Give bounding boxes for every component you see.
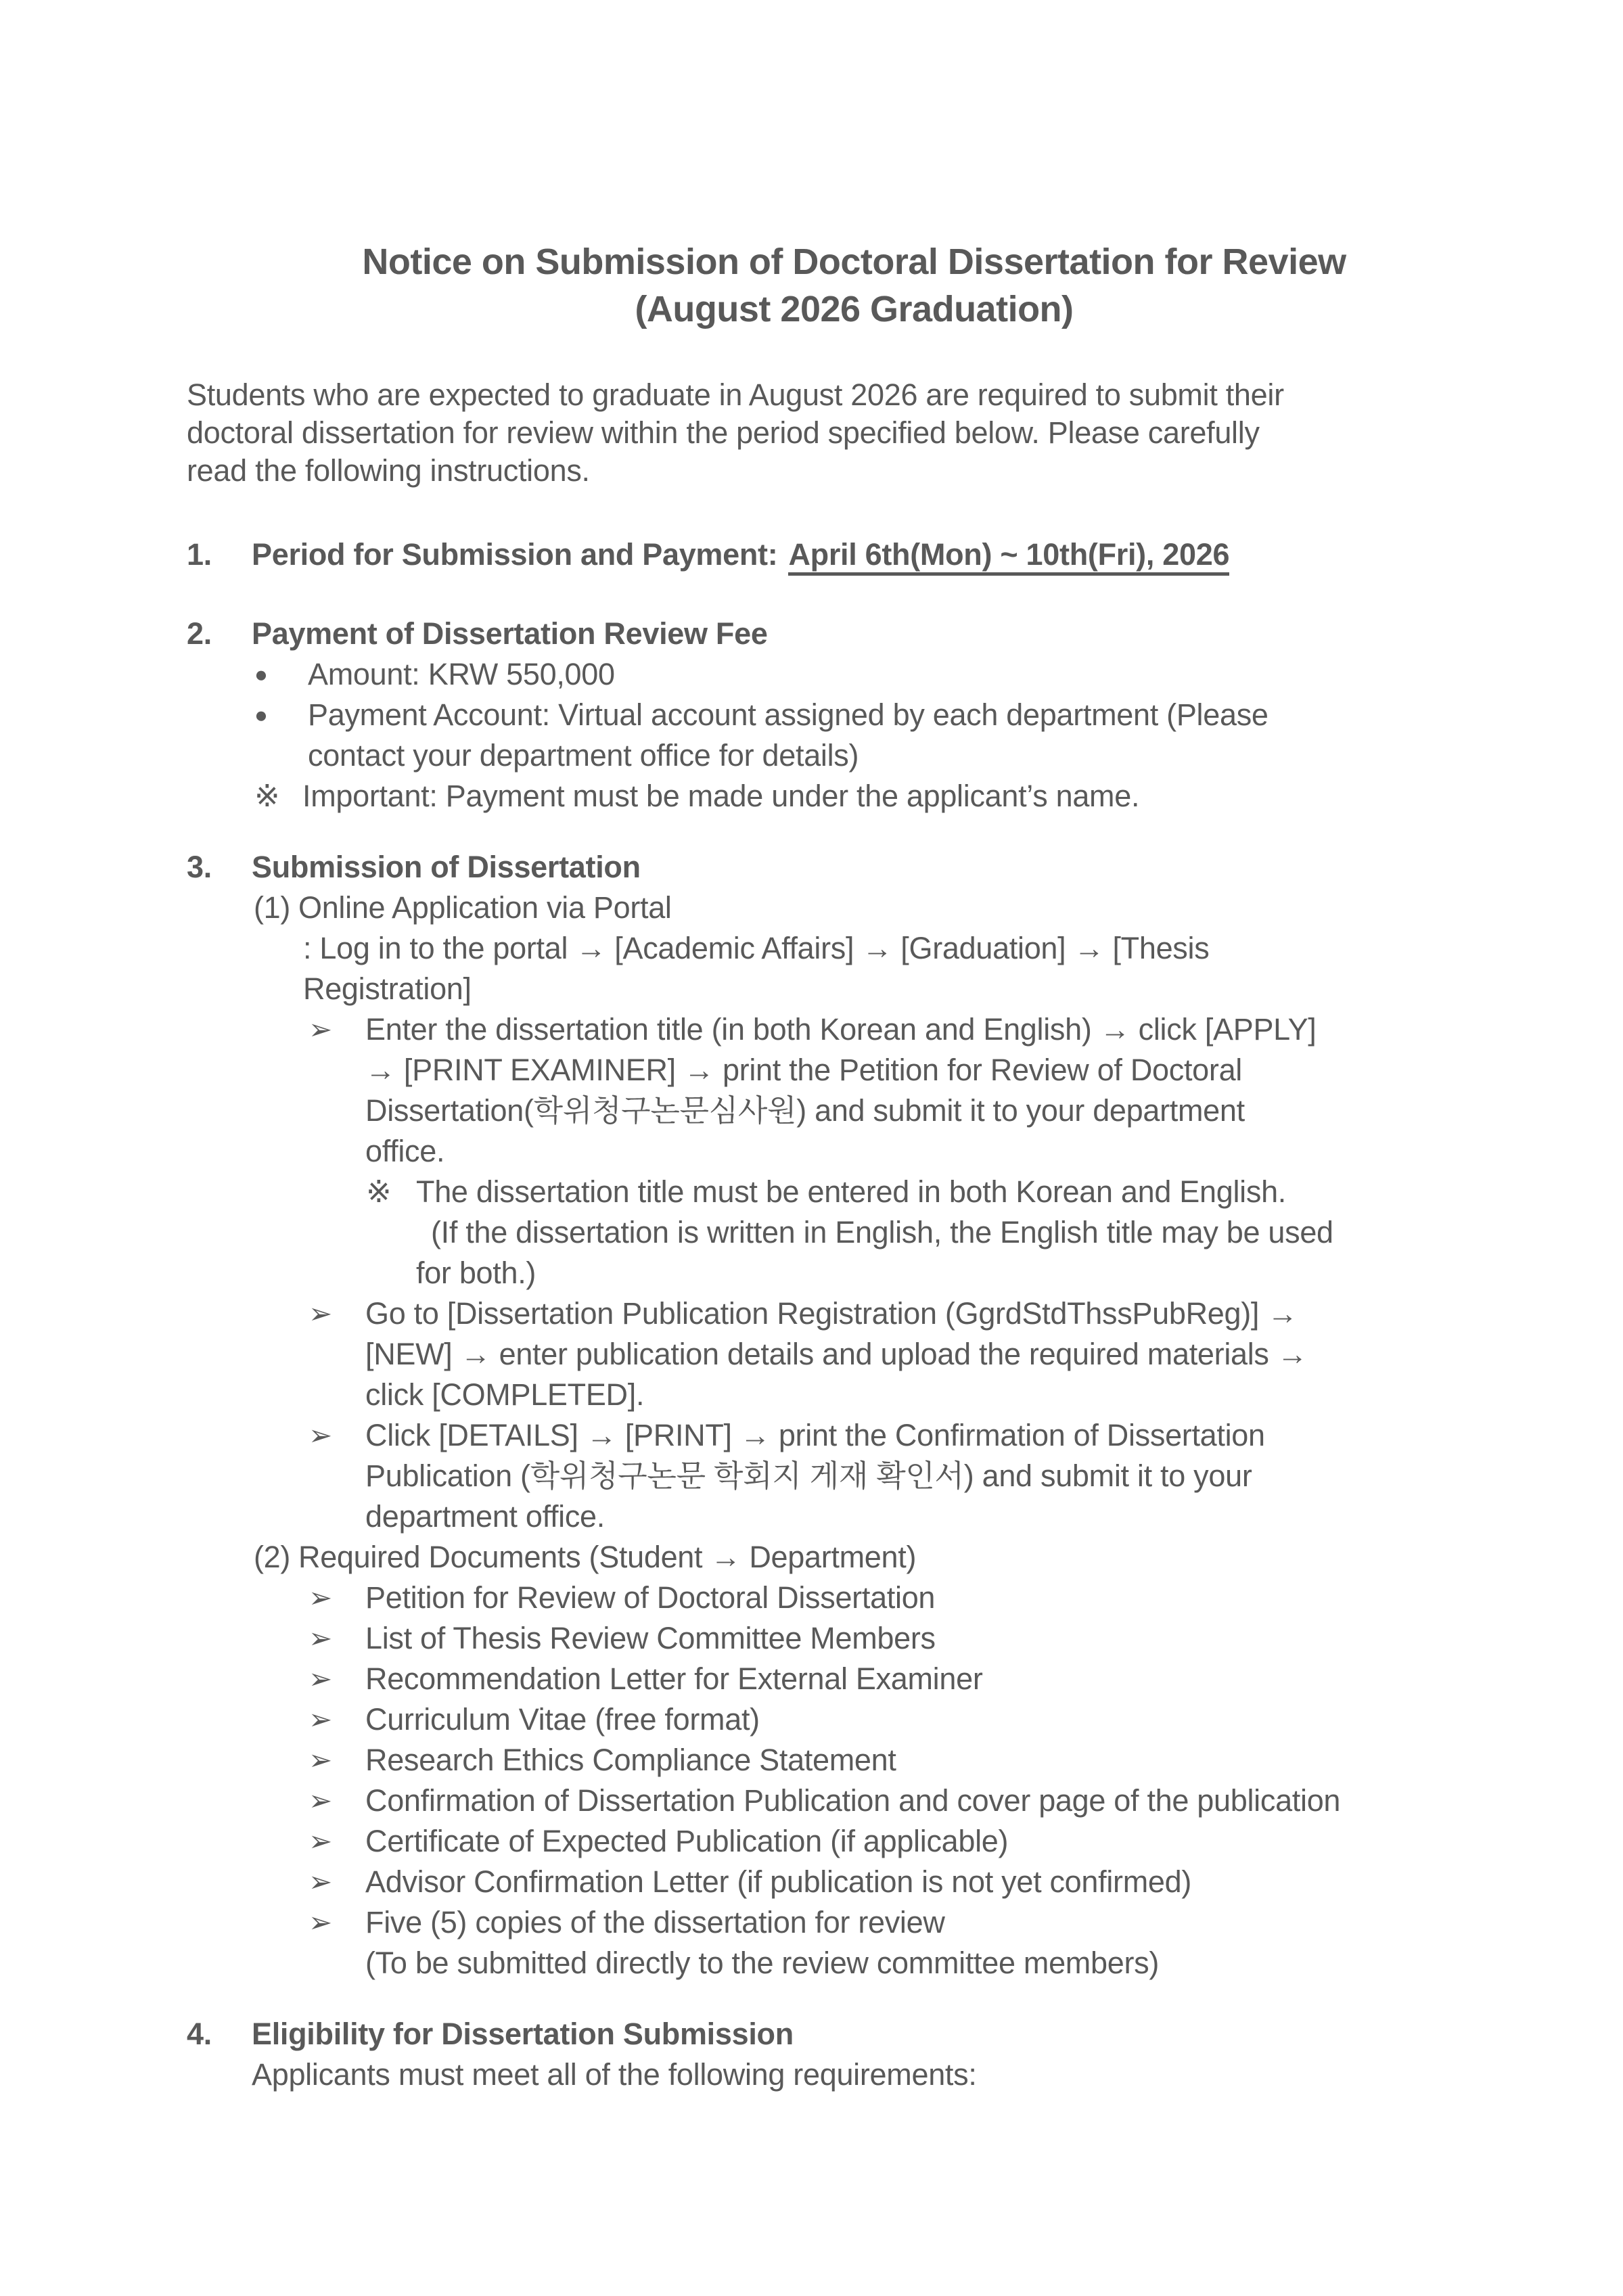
list-item-line: Confirmation of Dissertation Publication and cover page of the publication	[365, 1783, 1341, 1818]
section-2-label: Payment of Dissertation Review Fee	[252, 616, 768, 651]
dot-bullet-icon: ●	[254, 702, 268, 727]
section-1-label: Period for Submission and Payment	[252, 537, 768, 572]
list-item-line: Five (5) copies of the dissertation for review	[365, 1905, 945, 1939]
list-item-line: Advisor Confirmation Letter (if publication is not yet confirmed)	[365, 1864, 1192, 1899]
arrow-bullet-icon: ➢	[308, 1419, 332, 1452]
fee-account-item	[254, 695, 1522, 776]
title-language-note	[366, 1172, 1522, 1293]
fee-amount-item	[254, 654, 1522, 695]
required-document-item	[308, 1578, 1522, 1618]
intro-line: Students who are expected to graduate in August 2026 are required to submit their	[187, 377, 1284, 412]
list-item-line: List of Thesis Review Committee Members	[365, 1621, 936, 1655]
arrow-bullet-icon: ➢	[308, 1865, 332, 1898]
section-3-heading	[187, 847, 1522, 888]
section-2-heading	[187, 614, 1522, 654]
arrow-bullet-icon: ➢	[308, 1581, 332, 1614]
section-3-label: Submission of Dissertation	[252, 850, 641, 884]
note-line: Important: Payment must be made under the applicant’s name.	[302, 779, 1140, 813]
reference-mark-icon: ※	[366, 1174, 392, 1209]
list-item-line: Payment Account: Virtual account assigned by each department (Please	[308, 697, 1268, 732]
online-application-label	[254, 888, 1522, 928]
note-line: The dissertation title must be entered in both Korean and English.	[416, 1174, 1286, 1209]
list-item-line: Required Documents (Student → Department)	[298, 1540, 917, 1574]
arrow-bullet-icon: ➢	[308, 1703, 332, 1736]
section-number: 2.	[187, 616, 212, 651]
arrow-bullet-icon: ➢	[308, 1622, 332, 1655]
dot-bullet-icon: ●	[254, 662, 268, 687]
list-item-line: Online Application via Portal	[298, 890, 672, 925]
list-item-line: Go to [Dissertation Publication Registration (GgrdStdThssPubReg)] →	[365, 1296, 1298, 1331]
list-item-line: Dissertation(학위청구논문심사원) and submit it to your department	[365, 1093, 1245, 1128]
arrow-bullet-icon: ➢	[308, 1662, 332, 1695]
section-1-colon: :	[767, 537, 778, 572]
arrow-bullet-icon: ➢	[308, 1824, 332, 1858]
section-4-heading	[187, 2014, 1522, 2054]
list-item-line: Click [DETAILS] → [PRINT] → print the Confirmation of Dissertation	[365, 1418, 1265, 1452]
section-4-label: Eligibility for Dissertation Submission	[252, 2017, 794, 2051]
portal-step-item	[308, 1009, 1522, 1172]
sub-list-label: (2)	[254, 1540, 291, 1574]
list-item-line: Enter the dissertation title (in both Korean and English) → click [APPLY]	[365, 1012, 1317, 1047]
list-item-line: Recommendation Letter for External Examiner	[365, 1661, 983, 1696]
sub-list-label: (1)	[254, 890, 291, 925]
notice-title	[187, 238, 1522, 333]
section-number: 3.	[187, 850, 212, 884]
list-item-line: → [PRINT EXAMINER] → print the Petition for Review of Doctoral	[365, 1053, 1243, 1087]
note-line: for both.)	[416, 1256, 536, 1290]
required-document-item	[308, 1699, 1522, 1740]
arrow-bullet-icon: ➢	[308, 1297, 332, 1330]
required-documents-label	[254, 1537, 1522, 1578]
required-document-item	[308, 1862, 1522, 1902]
list-item-line: Publication (학위청구논문 학회지 게재 확인서) and submit it to your	[365, 1459, 1252, 1493]
list-item-line: office.	[365, 1134, 445, 1168]
arrow-bullet-icon: ➢	[308, 1784, 332, 1817]
notice-title-line-1: Notice on Submission of Doctoral Dissertation for Review	[362, 242, 1346, 282]
list-item-line: : Log in to the portal → [Academic Affairs] → [Graduation] → [Thesis	[303, 931, 1210, 965]
arrow-bullet-icon: ➢	[308, 1013, 332, 1046]
required-document-item	[308, 1781, 1522, 1821]
list-item-line: [NEW] → enter publication details and upload the required materials →	[365, 1337, 1308, 1371]
required-document-item	[308, 1740, 1522, 1781]
required-document-item	[308, 1821, 1522, 1862]
list-item-line: click [COMPLETED].	[365, 1377, 645, 1412]
payment-note	[254, 776, 1522, 817]
list-item-line: Registration]	[303, 971, 472, 1006]
required-document-item	[308, 1659, 1522, 1699]
submission-period: April 6th(Mon) ~ 10th(Fri), 2026	[788, 537, 1229, 576]
list-item-line: Amount: KRW 550,000	[308, 657, 615, 691]
section-number: 4.	[187, 2017, 212, 2051]
list-item-line: Petition for Review of Doctoral Dissertation	[365, 1580, 936, 1615]
list-item-line: Certificate of Expected Publication (if applicable)	[365, 1824, 1009, 1858]
reference-mark-icon: ※	[254, 779, 280, 813]
section-number: 1.	[187, 537, 212, 572]
notice-title-line-2: (August 2026 Graduation)	[635, 289, 1074, 329]
required-document-item	[308, 1902, 1522, 1983]
eligibility-intro: Applicants must meet all of the following requirements:	[252, 2057, 977, 2092]
list-item-line: (To be submitted directly to the review committee members)	[365, 1946, 1160, 1980]
portal-path-line	[303, 928, 1522, 1009]
arrow-bullet-icon: ➢	[308, 1906, 332, 1939]
section-1-heading	[187, 534, 1522, 575]
list-item-line: Research Ethics Compliance Statement	[365, 1743, 896, 1777]
intro-line: doctoral dissertation for review within the period specified below. Please carefully	[187, 415, 1260, 450]
arrow-bullet-icon: ➢	[308, 1743, 332, 1776]
list-item-line: contact your department office for details)	[308, 738, 859, 773]
list-item-line: department office.	[365, 1499, 605, 1534]
required-document-item	[308, 1618, 1522, 1659]
portal-step-item	[308, 1415, 1522, 1537]
list-item-line: Curriculum Vitae (free format)	[365, 1702, 760, 1737]
intro-paragraph	[187, 376, 1522, 490]
note-line: (If the dissertation is written in English, the English title may be used	[431, 1215, 1333, 1249]
intro-line: read the following instructions.	[187, 453, 590, 488]
portal-step-item	[308, 1293, 1522, 1415]
